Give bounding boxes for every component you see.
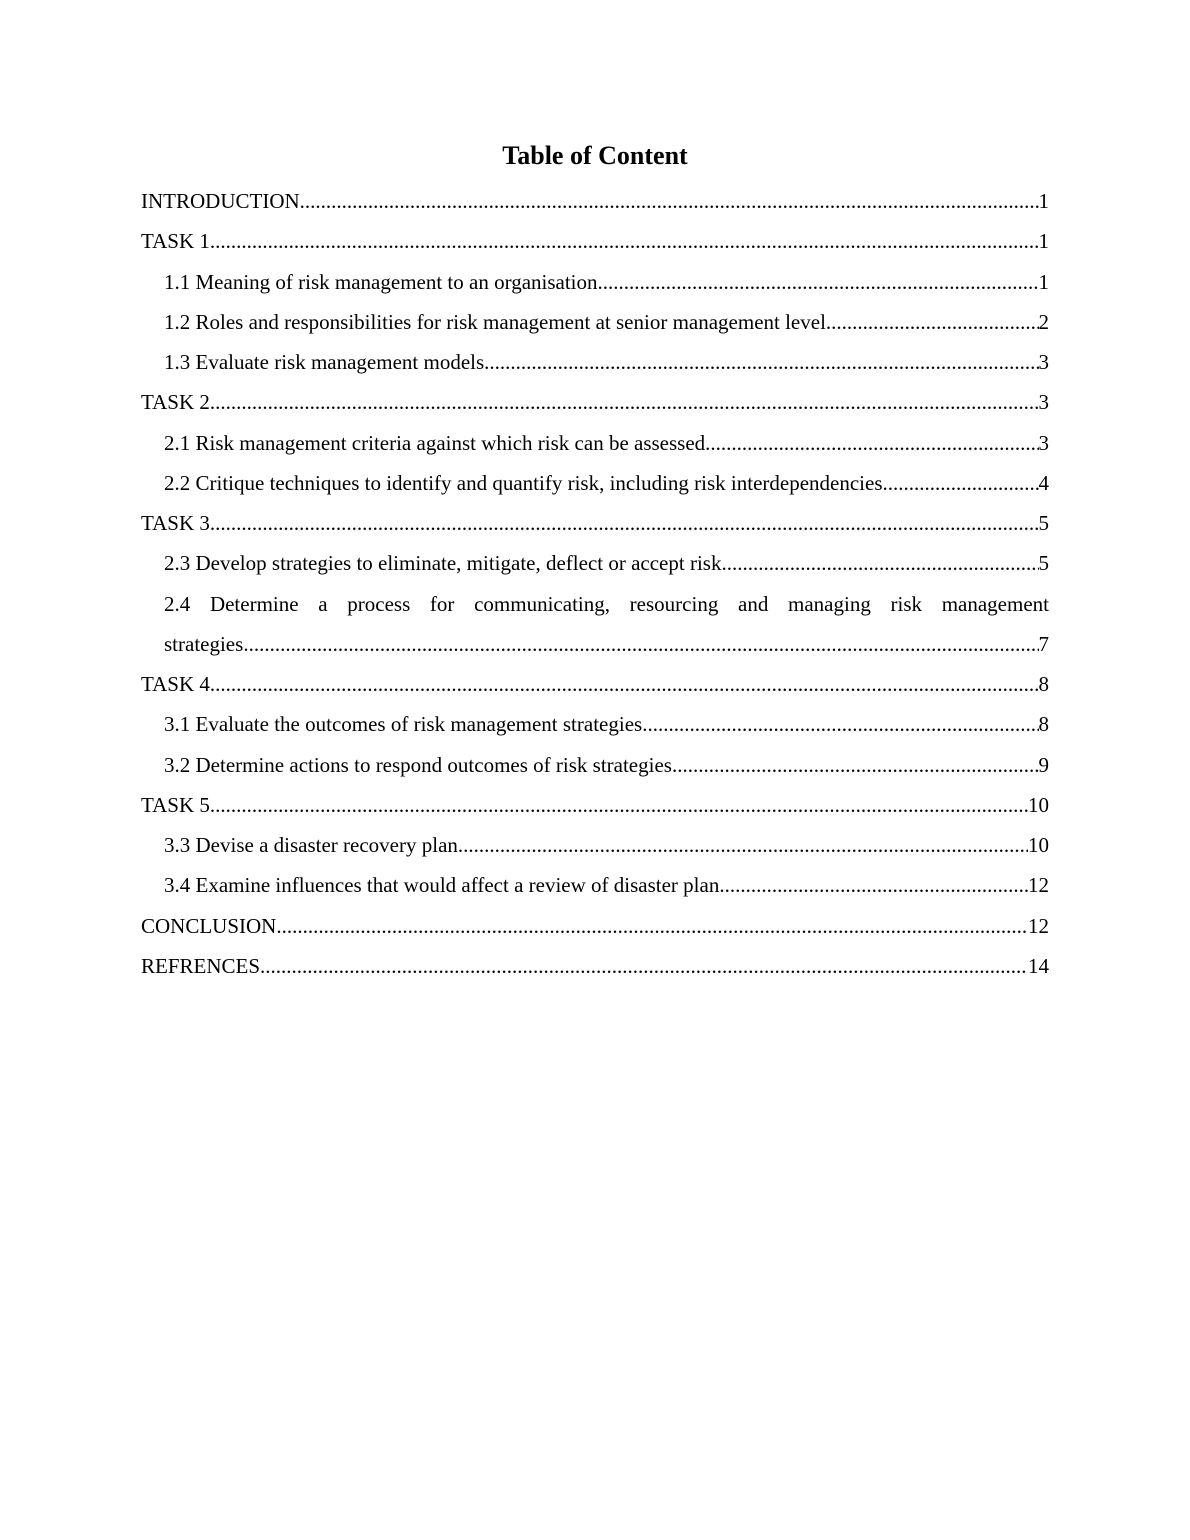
toc-entry-label: 1.1 Meaning of risk management to an organisation	[164, 269, 598, 294]
toc-page-number: 10	[1028, 792, 1049, 817]
toc-page-number: 8	[1038, 712, 1049, 737]
toc-entry-3-4[interactable]	[141, 865, 1049, 905]
toc-leader-dots	[210, 785, 1028, 825]
toc-entry-label: 2.2 Critique techniques to identify and quantify risk, including risk interdependencies	[164, 470, 883, 495]
toc-entry-label: 2.3 Develop strategies to eliminate, mitigate, deflect or accept risk	[164, 551, 722, 576]
toc-entry-2-4[interactable]	[141, 584, 1049, 665]
toc-entry-2-1[interactable]	[141, 423, 1049, 463]
toc-entry-refrences[interactable]	[141, 946, 1049, 986]
toc-entry-label: INTRODUCTION	[141, 189, 300, 213]
toc-entry-label: 3.1 Evaluate the outcomes of risk management strategies	[164, 712, 643, 737]
toc-entry-label: REFRENCES	[141, 953, 261, 978]
toc-entry-label: TASK 3	[141, 511, 210, 535]
toc-entry-3-1[interactable]	[141, 704, 1049, 744]
toc-leader-dots	[276, 906, 1028, 946]
toc-entry-task-4[interactable]	[141, 664, 1049, 704]
toc-page-number: 5	[1038, 511, 1049, 535]
toc-entry-label: TASK 2	[141, 390, 210, 415]
toc-leader-dots	[243, 624, 1038, 664]
toc-entry-1-2[interactable]	[141, 302, 1049, 342]
toc-entry-label: 1.2 Roles and responsibilities for risk management at senior management level	[164, 309, 826, 334]
toc-entry-2-2[interactable]	[141, 463, 1049, 503]
toc-entry-2-3[interactable]	[141, 543, 1049, 583]
toc-entry-introduction[interactable]	[141, 181, 1049, 221]
toc-entry-line-2	[164, 624, 1049, 664]
toc-page-number: 3	[1038, 430, 1049, 455]
toc-leader-dots	[458, 825, 1028, 865]
toc-page-number: 5	[1038, 551, 1049, 576]
toc-leader-dots	[210, 503, 1039, 543]
toc-leader-dots	[642, 704, 1038, 744]
table-of-contents	[141, 181, 1049, 986]
toc-entry-label: 1.3 Evaluate risk management models	[164, 350, 485, 374]
toc-entry-label: 3.3 Devise a disaster recovery plan	[164, 833, 458, 857]
toc-page-number: 14	[1028, 953, 1049, 978]
toc-page-number: 9	[1038, 752, 1049, 777]
toc-entry-label: 3.4 Examine influences that would affect a review of disaster plan	[164, 873, 720, 898]
toc-entry-label-line-2: strategies	[164, 631, 244, 656]
toc-leader-dots	[484, 342, 1038, 382]
page-title: Table of Content	[502, 141, 688, 170]
toc-page-number: 3	[1038, 350, 1049, 374]
toc-entry-3-3[interactable]	[141, 825, 1049, 865]
toc-page-number: 1	[1038, 189, 1049, 213]
toc-leader-dots	[672, 745, 1039, 785]
toc-leader-dots	[705, 423, 1038, 463]
toc-entry-1-3[interactable]	[141, 342, 1049, 382]
toc-entry-1-1[interactable]	[141, 262, 1049, 302]
toc-leader-dots	[300, 181, 1039, 221]
toc-entry-label: TASK 5	[141, 792, 210, 817]
toc-page-number: 1	[1038, 229, 1049, 254]
toc-page-number: 1	[1038, 269, 1049, 294]
toc-leader-dots	[210, 221, 1039, 261]
toc-page-number: 3	[1038, 390, 1049, 415]
toc-page-number: 7	[1038, 631, 1049, 656]
toc-leader-dots	[721, 543, 1038, 583]
toc-entry-label: TASK 1	[141, 229, 210, 254]
toc-leader-dots	[260, 946, 1028, 986]
toc-entry-label: TASK 4	[141, 672, 210, 696]
toc-entry-label-line-1: 2.4 Determine a process for communicating, resourcing and managing risk management	[164, 591, 1049, 616]
toc-entry-3-2[interactable]	[141, 745, 1049, 785]
toc-leader-dots	[210, 382, 1039, 422]
toc-page-number: 12	[1028, 873, 1049, 898]
toc-page-number: 12	[1028, 913, 1049, 938]
toc-page-number: 8	[1038, 672, 1049, 696]
toc-entry-label: CONCLUSION	[141, 913, 277, 938]
toc-leader-dots	[719, 865, 1028, 905]
toc-entry-task-2[interactable]	[141, 382, 1049, 422]
toc-leader-dots	[883, 463, 1039, 503]
toc-leader-dots	[826, 302, 1039, 342]
toc-leader-dots	[210, 664, 1039, 704]
toc-entry-label: 2.1 Risk management criteria against which risk can be assessed	[164, 430, 706, 455]
toc-page-number: 4	[1038, 470, 1049, 495]
toc-entry-conclusion[interactable]	[141, 906, 1049, 946]
toc-leader-dots	[598, 262, 1039, 302]
toc-page-number: 2	[1038, 309, 1049, 334]
toc-entry-task-5[interactable]	[141, 785, 1049, 825]
toc-entry-task-3[interactable]	[141, 503, 1049, 543]
toc-entry-task-1[interactable]	[141, 221, 1049, 261]
toc-entry-label: 3.2 Determine actions to respond outcomes of risk strategies	[164, 752, 672, 777]
toc-page-number: 10	[1028, 833, 1049, 857]
